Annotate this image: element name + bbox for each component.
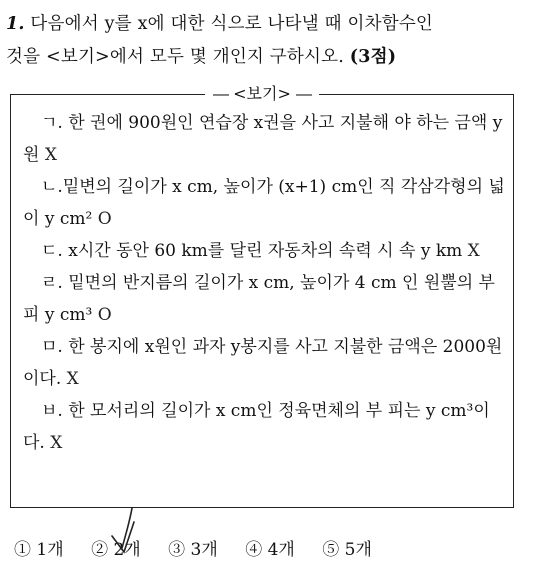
choice-2[interactable]: ② 2개 [91, 540, 141, 560]
example-item-2 [23, 171, 505, 235]
question-points: (3점) [349, 47, 397, 67]
handwritten-mark: O [97, 305, 112, 325]
handwritten-mark: X [50, 433, 63, 453]
item-marker: ㄹ. [41, 273, 63, 293]
handwritten-mark: X [66, 369, 79, 389]
example-item-4 [23, 267, 505, 331]
example-item-6 [23, 395, 505, 459]
item-text: x시간 동안 60 km를 달린 자동차의 속력 시 속 y km [62, 241, 463, 261]
item-marker: ㅁ. [41, 337, 63, 357]
title-dash-left: ― [213, 84, 229, 103]
choice-4[interactable]: ④ 4개 [245, 540, 295, 560]
item-text: 한 권에 900원인 연습장 x권을 사고 지불해 야 하는 금액 y원 [23, 113, 503, 165]
example-box [10, 84, 514, 508]
question-line-2: 것을 <보기>에서 모두 몇 개인지 구하시오. [6, 47, 350, 67]
example-box-title [205, 83, 319, 105]
title-dash-right: ― [295, 84, 311, 103]
choice-3[interactable]: ③ 3개 [168, 540, 218, 560]
item-text: 한 모서리의 길이가 x cm인 정육면체의 부 피는 y cm³이다. [23, 401, 490, 453]
choice-5[interactable]: ⑤ 5개 [322, 540, 372, 560]
choice-1[interactable]: ① 1개 [14, 540, 64, 560]
example-item-3 [23, 235, 505, 267]
question-text [6, 8, 528, 74]
handwritten-mark: X [467, 241, 480, 261]
item-text: 밑변의 길이가 x cm, 높이가 (x+1) cm인 직 각삼각형의 넓이 y cm² [23, 177, 505, 229]
item-marker: ㅂ. [41, 401, 63, 421]
example-item-1 [23, 107, 505, 171]
item-text: 한 봉지에 x원인 과자 y봉지를 사고 지불한 금액은 2000원이다. [23, 337, 503, 389]
example-box-title-text: <보기> [233, 84, 291, 103]
question-number: 1. [6, 14, 25, 34]
item-marker: ㄴ. [41, 177, 63, 197]
item-text: 밑면의 반지름의 길이가 x cm, 높이가 4 cm 인 원뿔의 부피 y cm³ [23, 273, 495, 325]
handwritten-mark: X [44, 145, 57, 165]
answer-choices [14, 536, 394, 564]
question-line-1: 다음에서 y를 x에 대한 식으로 나타낼 때 이차함수인 [24, 14, 434, 34]
example-items [23, 107, 505, 459]
item-marker: ㄷ. [41, 241, 63, 261]
example-item-5 [23, 331, 505, 395]
handwritten-mark: O [97, 209, 112, 229]
item-marker: ㄱ. [41, 113, 63, 133]
